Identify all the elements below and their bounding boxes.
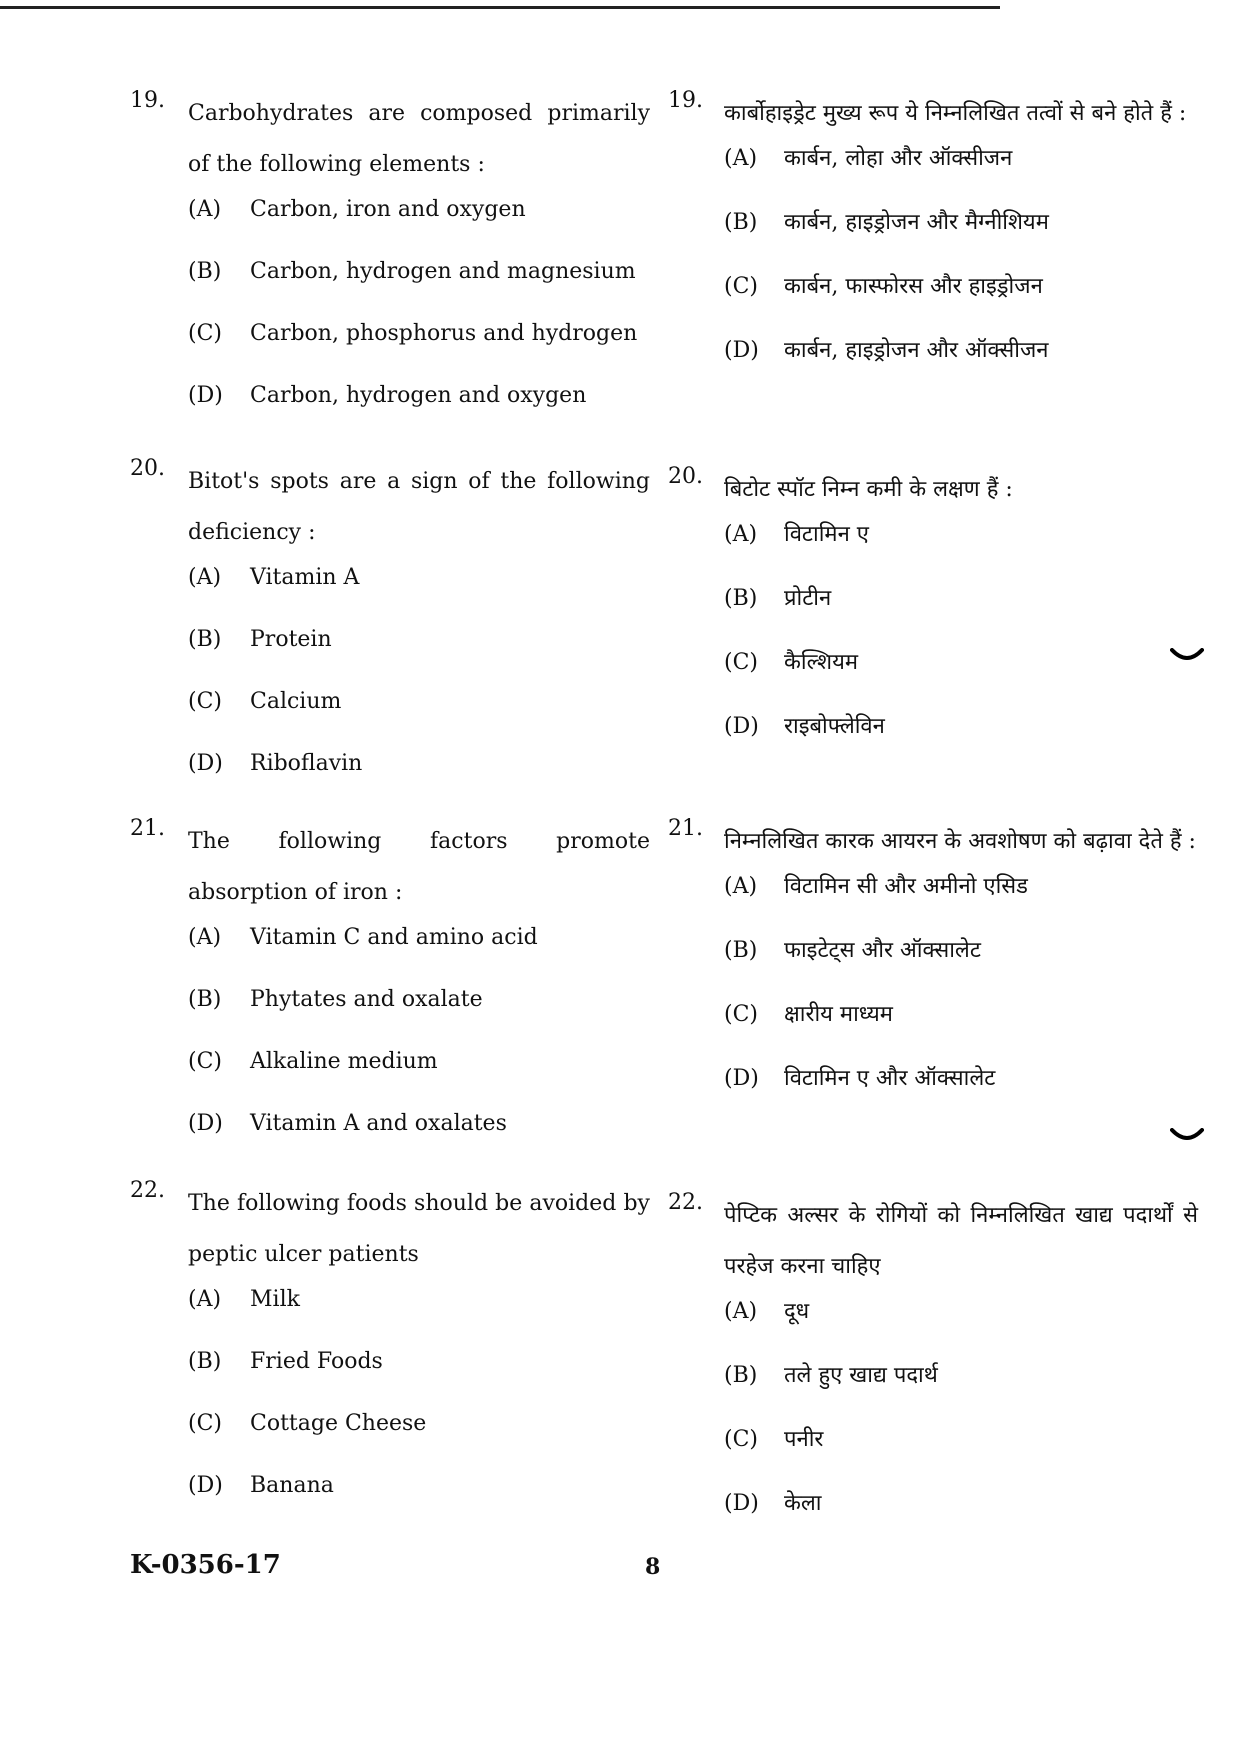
option-d: (D) राइबोफ्लेविन [724, 714, 885, 739]
option-b: (B) Phytates and oxalate [188, 987, 483, 1012]
question-text: बिटोट स्पॉट निम्न कमी के लक्षण हैं : [724, 477, 1013, 502]
question-20-en [130, 456, 650, 806]
page-number: 8 [645, 1554, 661, 1580]
option-c: (C) क्षारीय माध्यम [724, 1002, 893, 1027]
option-a: (A) Milk [188, 1287, 300, 1312]
top-rule [0, 6, 1000, 9]
question-number: 20. [668, 464, 703, 489]
question-text: Bitot's spots are a sign of the following deficiency : [188, 469, 650, 545]
question-text: The following foods should be avoided by peptic ulcer patients [188, 1191, 650, 1267]
option-c: (C) कार्बन, फास्फोरस और हाइड्रोजन [724, 274, 1043, 299]
option-d: (D) कार्बन, हाइड्रोजन और ऑक्सीजन [724, 338, 1049, 363]
question-number: 21. [130, 816, 165, 841]
option-c: (C) Alkaline medium [188, 1049, 438, 1074]
question-20-hi [668, 464, 1013, 771]
option-b: (B) तले हुए खाद्य पदार्थ [724, 1363, 938, 1388]
question-19-en [130, 88, 650, 438]
option-b: (B) फाइटेट्स और ऑक्सालेट [724, 938, 981, 963]
question-text: Carbohydrates are composed primarily of the following elements : [188, 101, 650, 177]
option-a: (A) Vitamin C and amino acid [188, 925, 538, 950]
tick-mark-icon [1170, 1128, 1204, 1142]
option-b: (B) Fried Foods [188, 1349, 383, 1374]
question-text: पेप्टिक अल्सर के रोगियों को निम्नलिखित खाद्य पदार्थों से परहेज करना चाहिए [724, 1203, 1198, 1279]
option-b: (B) Protein [188, 627, 332, 652]
option-c: (C) कैल्शियम [724, 650, 859, 675]
question-number: 21. [668, 816, 703, 841]
question-22-en [130, 1178, 650, 1528]
paper-code: K-0356-17 [130, 1550, 281, 1580]
question-text: कार्बोहाइड्रेट मुख्य रूप ये निम्नलिखित तत्वों से बने होते हैं : [724, 101, 1187, 126]
option-d: (D) Riboflavin [188, 751, 363, 776]
option-d: (D) विटामिन ए और ऑक्सालेट [724, 1066, 996, 1091]
question-number: 19. [668, 88, 703, 113]
option-a: (A) दूध [724, 1299, 810, 1324]
option-a: (A) Carbon, iron and oxygen [188, 197, 526, 222]
option-d: (D) Banana [188, 1473, 334, 1498]
option-a: (A) कार्बन, लोहा और ऑक्सीजन [724, 146, 1013, 171]
option-a: (A) विटामिन ए [724, 522, 869, 547]
question-22-hi [668, 1190, 1198, 1548]
option-a: (A) Vitamin A [188, 565, 360, 590]
question-19-hi [668, 88, 1186, 395]
option-a: (A) विटामिन सी और अमीनो एसिड [724, 874, 1028, 899]
option-d: (D) Carbon, hydrogen and oxygen [188, 383, 587, 408]
question-text: The following factors promote absorption of iron : [188, 829, 650, 905]
option-c: (C) Calcium [188, 689, 342, 714]
option-c: (C) Cottage Cheese [188, 1411, 427, 1436]
option-c: (C) पनीर [724, 1427, 824, 1452]
question-number: 19. [130, 88, 165, 113]
question-21-en [130, 816, 650, 1166]
question-number: 22. [668, 1190, 703, 1215]
option-b: (B) प्रोटीन [724, 586, 832, 611]
question-number: 20. [130, 456, 165, 481]
question-number: 22. [130, 1178, 165, 1203]
option-b: (B) कार्बन, हाइड्रोजन और मैग्नीशियम [724, 210, 1049, 235]
question-text: निम्नलिखित कारक आयरन के अवशोषण को बढ़ावा देते हैं : [724, 829, 1196, 854]
option-d: (D) केला [724, 1491, 822, 1516]
option-b: (B) Carbon, hydrogen and magnesium [188, 259, 636, 284]
tick-mark-icon [1170, 648, 1204, 662]
option-c: (C) Carbon, phosphorus and hydrogen [188, 321, 638, 346]
option-d: (D) Vitamin A and oxalates [188, 1111, 507, 1136]
question-21-hi [668, 816, 1196, 1123]
